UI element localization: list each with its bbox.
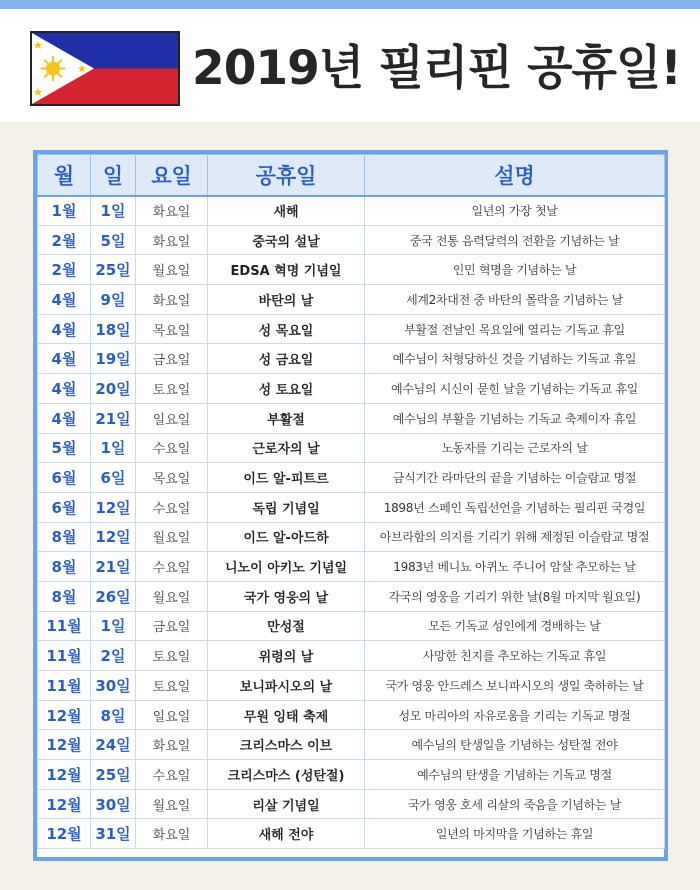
cell-weekday: 금요일 (136, 611, 208, 641)
cell-holiday: 국가 영웅의 날 (208, 581, 365, 611)
cell-description: 1898년 스페인 독립선언을 기념하는 필리핀 국경일 (365, 492, 665, 522)
header-holiday: 공휴일 (208, 155, 365, 196)
cell-description: 예수님이 처형당하신 것을 기념하는 기독교 휴일 (365, 344, 665, 374)
cell-holiday: 근로자의 날 (208, 433, 365, 463)
cell-description: 국가 영웅 호세 리살의 죽음을 기념하는 날 (365, 789, 665, 819)
cell-day: 31일 (91, 819, 136, 849)
cell-description: 예수님의 부활을 기념하는 기독교 축제이자 휴일 (365, 403, 665, 433)
cell-day: 12일 (91, 522, 136, 552)
cell-month: 8월 (38, 552, 91, 582)
cell-day: 21일 (91, 552, 136, 582)
table-row (38, 671, 665, 701)
cell-day: 1일 (91, 433, 136, 463)
holiday-table-container (33, 150, 668, 861)
cell-description: 국가 영웅 안드레스 보니파시오의 생일 축하하는 날 (365, 671, 665, 701)
cell-weekday: 월요일 (136, 789, 208, 819)
cell-month: 11월 (38, 671, 91, 701)
table-row (38, 314, 665, 344)
top-accent-stripe (0, 0, 700, 9)
cell-weekday: 수요일 (136, 552, 208, 582)
cell-description: 금식기간 라마단의 끝을 기념하는 이슬람교 명절 (365, 463, 665, 493)
cell-description: 예수님의 탄생일을 기념하는 성탄절 전야 (365, 730, 665, 760)
table-row (38, 433, 665, 463)
table-row (38, 700, 665, 730)
cell-weekday: 금요일 (136, 344, 208, 374)
header-description: 설명 (365, 155, 665, 196)
cell-month: 4월 (38, 374, 91, 404)
cell-description: 세계2차대전 중 바탄의 몰락을 기념하는 날 (365, 285, 665, 315)
cell-weekday: 화요일 (136, 225, 208, 255)
cell-weekday: 수요일 (136, 433, 208, 463)
cell-month: 6월 (38, 463, 91, 493)
cell-description: 예수님의 탄생을 기념하는 기독교 명절 (365, 760, 665, 790)
holiday-table (37, 154, 665, 849)
cell-holiday: 바탄의 날 (208, 285, 365, 315)
cell-weekday: 월요일 (136, 255, 208, 285)
cell-day: 26일 (91, 581, 136, 611)
cell-description: 인민 혁명을 기념하는 날 (365, 255, 665, 285)
cell-description: 부활절 전날인 목요일에 열리는 기독교 휴일 (365, 314, 665, 344)
cell-weekday: 수요일 (136, 492, 208, 522)
cell-description: 노동자를 기리는 근로자의 날 (365, 433, 665, 463)
table-row (38, 403, 665, 433)
cell-day: 9일 (91, 285, 136, 315)
header-weekday: 요일 (136, 155, 208, 196)
cell-description: 예수님의 시신이 묻힌 날을 기념하는 기독교 휴일 (365, 374, 665, 404)
cell-holiday: 독립 기념일 (208, 492, 365, 522)
cell-day: 30일 (91, 789, 136, 819)
cell-month: 8월 (38, 522, 91, 552)
table-row (38, 641, 665, 671)
cell-day: 19일 (91, 344, 136, 374)
cell-holiday: 이드 알-피트르 (208, 463, 365, 493)
table-row (38, 463, 665, 493)
cell-day: 20일 (91, 374, 136, 404)
cell-holiday: 중국의 설날 (208, 225, 365, 255)
cell-month: 4월 (38, 314, 91, 344)
cell-description: 성모 마리아의 자유로움을 기리는 기독교 명절 (365, 700, 665, 730)
table-row (38, 255, 665, 285)
cell-description: 중국 전통 음력달력의 전환을 기념하는 날 (365, 225, 665, 255)
cell-weekday: 화요일 (136, 730, 208, 760)
cell-month: 4월 (38, 344, 91, 374)
table-row (38, 819, 665, 849)
table-row (38, 196, 665, 226)
cell-day: 18일 (91, 314, 136, 344)
cell-month: 1월 (38, 196, 91, 226)
cell-month: 12월 (38, 789, 91, 819)
cell-month: 12월 (38, 700, 91, 730)
cell-day: 1일 (91, 196, 136, 226)
cell-month: 2월 (38, 225, 91, 255)
cell-month: 12월 (38, 819, 91, 849)
table-row (38, 225, 665, 255)
header-day: 일 (91, 155, 136, 196)
cell-day: 24일 (91, 730, 136, 760)
cell-description: 1983년 베니뇨 아퀴노 주니어 암살 추모하는 날 (365, 552, 665, 582)
cell-day: 5일 (91, 225, 136, 255)
cell-month: 11월 (38, 641, 91, 671)
cell-holiday: 성 목요일 (208, 314, 365, 344)
cell-month: 12월 (38, 760, 91, 790)
table-row (38, 522, 665, 552)
cell-description: 모든 기독교 성인에게 경배하는 날 (365, 611, 665, 641)
cell-holiday: 보니파시오의 날 (208, 671, 365, 701)
cell-month: 6월 (38, 492, 91, 522)
table-row (38, 285, 665, 315)
cell-holiday: 성 토요일 (208, 374, 365, 404)
table-row (38, 581, 665, 611)
cell-holiday: 이드 알-아드하 (208, 522, 365, 552)
cell-month: 5월 (38, 433, 91, 463)
cell-day: 25일 (91, 760, 136, 790)
cell-day: 2일 (91, 641, 136, 671)
philippines-flag-icon (30, 31, 180, 106)
header-month: 월 (38, 155, 91, 196)
cell-description: 일년의 마지막을 기념하는 휴일 (365, 819, 665, 849)
cell-holiday: 부활절 (208, 403, 365, 433)
cell-description: 사망한 친지를 추모하는 기독교 휴일 (365, 641, 665, 671)
table-row (38, 789, 665, 819)
cell-day: 6일 (91, 463, 136, 493)
cell-holiday: 성 금요일 (208, 344, 365, 374)
table-header-row (38, 155, 665, 196)
cell-day: 1일 (91, 611, 136, 641)
cell-holiday: 크리스마스 (성탄절) (208, 760, 365, 790)
cell-description: 아브라함의 의지를 기리기 위해 제정된 이슬람교 명절 (365, 522, 665, 552)
cell-holiday: 위령의 날 (208, 641, 365, 671)
cell-month: 2월 (38, 255, 91, 285)
table-row (38, 552, 665, 582)
cell-weekday: 일요일 (136, 700, 208, 730)
cell-holiday: 무원 잉태 축제 (208, 700, 365, 730)
cell-month: 8월 (38, 581, 91, 611)
cell-day: 25일 (91, 255, 136, 285)
cell-month: 11월 (38, 611, 91, 641)
cell-weekday: 목요일 (136, 463, 208, 493)
cell-holiday: 리살 기념일 (208, 789, 365, 819)
table-row (38, 374, 665, 404)
cell-weekday: 화요일 (136, 819, 208, 849)
cell-holiday: 만성절 (208, 611, 365, 641)
cell-day: 12일 (91, 492, 136, 522)
table-row (38, 730, 665, 760)
table-row (38, 611, 665, 641)
cell-holiday: 크리스마스 이브 (208, 730, 365, 760)
cell-weekday: 수요일 (136, 760, 208, 790)
cell-holiday: 새해 전야 (208, 819, 365, 849)
cell-month: 4월 (38, 403, 91, 433)
cell-weekday: 월요일 (136, 522, 208, 552)
cell-weekday: 목요일 (136, 314, 208, 344)
cell-weekday: 월요일 (136, 581, 208, 611)
cell-description: 일년의 가장 첫날 (365, 196, 665, 226)
cell-month: 12월 (38, 730, 91, 760)
cell-day: 21일 (91, 403, 136, 433)
cell-description: 각국의 영웅을 기리기 위한 날(8월 마지막 월요일) (365, 581, 665, 611)
page-title: 2019년 필리핀 공휴일! (192, 41, 681, 96)
cell-weekday: 일요일 (136, 403, 208, 433)
table-row (38, 344, 665, 374)
cell-holiday: 새해 (208, 196, 365, 226)
cell-day: 8일 (91, 700, 136, 730)
page-header (0, 9, 700, 122)
cell-weekday: 화요일 (136, 285, 208, 315)
cell-weekday: 토요일 (136, 374, 208, 404)
table-row (38, 760, 665, 790)
cell-weekday: 토요일 (136, 641, 208, 671)
cell-holiday: 니노이 아키노 기념일 (208, 552, 365, 582)
table-row (38, 492, 665, 522)
cell-weekday: 화요일 (136, 196, 208, 226)
cell-month: 4월 (38, 285, 91, 315)
cell-weekday: 토요일 (136, 671, 208, 701)
cell-holiday: EDSA 혁명 기념일 (208, 255, 365, 285)
cell-day: 30일 (91, 671, 136, 701)
